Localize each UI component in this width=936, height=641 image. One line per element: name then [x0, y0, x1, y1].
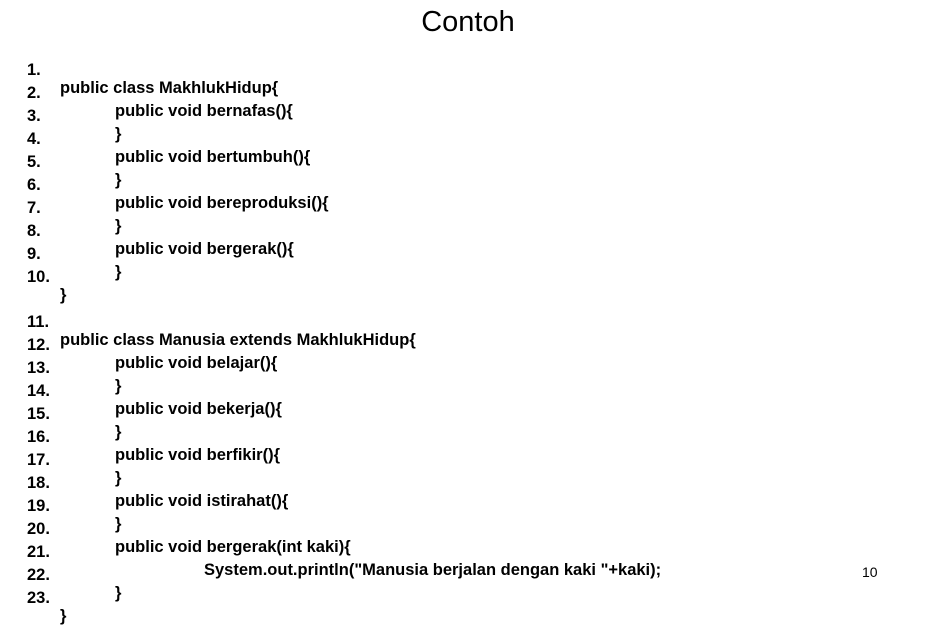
line-number: 9.: [27, 245, 41, 263]
code-line: [27, 87, 122, 143]
code-text: System.out.println("Manusia berjalan dengan kaki "+kaki);: [204, 561, 662, 579]
code-text: }: [60, 286, 67, 304]
line-number: 21.: [27, 543, 50, 561]
line-number: 18.: [27, 474, 50, 492]
code-text: public void bereproduksi(){: [115, 194, 329, 212]
line-number: 23.: [27, 589, 50, 607]
code-line: [27, 41, 279, 97]
code-text: }: [115, 584, 122, 602]
line-number: 19.: [27, 497, 50, 515]
line-number: 15.: [27, 405, 50, 423]
code-line: [27, 248, 67, 304]
code-text: public void bekerja(){: [115, 400, 282, 418]
line-number: 8.: [27, 222, 41, 240]
line-number: 22.: [27, 566, 50, 584]
line-number: 20.: [27, 520, 50, 538]
code-text: public void bergerak(){: [115, 240, 294, 258]
line-number: 6.: [27, 176, 41, 194]
slide-number: 10: [862, 564, 878, 580]
code-text: }: [115, 217, 122, 235]
line-number: 17.: [27, 451, 50, 469]
code-text: }: [115, 469, 122, 487]
line-number: 7.: [27, 199, 41, 217]
code-text: public class MakhlukHidup{: [60, 79, 279, 97]
line-number: 3.: [27, 107, 41, 125]
line-number: 16.: [27, 428, 50, 446]
code-line: [27, 569, 67, 625]
line-number: 14.: [27, 382, 50, 400]
code-text: }: [115, 171, 122, 189]
code-text: public void bernafas(){: [115, 102, 293, 120]
code-line: [27, 179, 122, 235]
line-number: 12.: [27, 336, 50, 354]
line-number: 5.: [27, 153, 41, 171]
line-number: 10.: [27, 268, 50, 286]
code-line: [27, 133, 122, 189]
code-text: }: [115, 263, 122, 281]
line-number: 13.: [27, 359, 50, 377]
code-text: public class Manusia extends MakhlukHidup{: [60, 331, 416, 349]
code-text: }: [115, 423, 122, 441]
code-text: public void belajar(){: [115, 354, 278, 372]
line-number: 1.: [27, 61, 41, 79]
code-text: }: [115, 125, 122, 143]
code-text: public void istirahat(){: [115, 492, 289, 510]
line-number: 2.: [27, 84, 41, 102]
code-text: public void bergerak(int kaki){: [115, 538, 351, 556]
line-number: 11.: [27, 313, 50, 331]
line-number: 4.: [27, 130, 41, 148]
code-text: }: [115, 377, 122, 395]
code-text: public void berfikir(){: [115, 446, 281, 464]
slide-title: Contoh: [421, 6, 515, 38]
code-line: [27, 202, 294, 258]
code-text: public void bertumbuh(){: [115, 148, 311, 166]
code-text: }: [115, 515, 122, 533]
code-text: }: [60, 607, 67, 625]
